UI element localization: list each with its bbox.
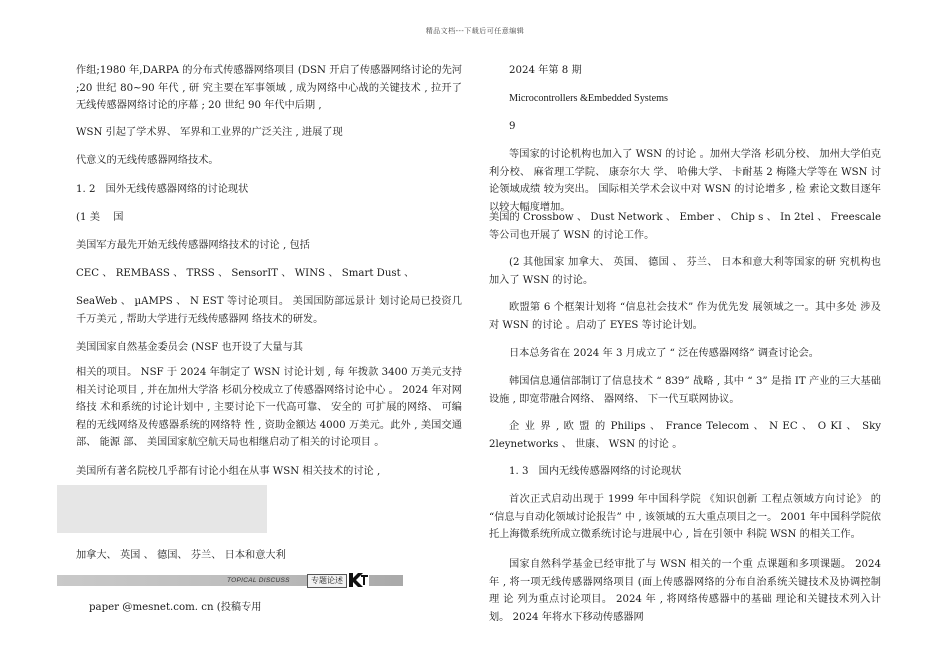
paragraph: 欧盟第 6 个框架计划将 “信息社会技术” 作为优先发 展领域之一。其中多处 涉及对 WSN 的讨论 。启动了 EYES 等讨论计划。	[489, 302, 881, 331]
paragraph: CEC 、 REMBASS 、 TRSS 、 SensorIT 、 WINS 、 Smart Dust 、	[76, 268, 415, 279]
page-number: 9	[509, 121, 516, 132]
paragraph: 美国军方最先开始无线传感器网络技术的讨论 , 包括	[76, 240, 310, 251]
paragraph: 加拿大、 英国 、 德国、 芬兰、 日本和意大利	[76, 550, 286, 561]
paragraph: 日本总务省在 2024 年 3 月成立了 “ 泛在传感器网络” 调查讨论会。	[509, 348, 819, 359]
paragraph: 企 业 界 , 欧 盟 的 Philips 、 France Telecom 、 N EC 、 O KI 、 Sky 2leynetworks 、 世康、 WSN 的讨论 。	[489, 421, 881, 450]
issue-label: 2024 年第 8 期	[509, 65, 582, 76]
paragraph: 美国国家自然基金委员会 (NSF 也开设了大量与其	[76, 342, 303, 353]
paragraph: 韩国信息通信部制订了信息技术 “ 839” 战略 , 其中 “ 3” 是指 IT 产业的三大基础设施 , 即宽带融合网络、 器网络、 下一代互联网协议。	[489, 376, 881, 405]
paragraph: 美国所有著名院校几乎都有讨论小组在从事 WSN 相关技术的讨论 ,	[76, 466, 381, 477]
sub-heading: (1 美 国	[76, 212, 124, 223]
banner-chinese-label: 专题论述	[307, 574, 347, 588]
paragraph: 相关的项目。 NSF 于 2024 年制定了 WSN 讨论计划 , 每 年拨款 3400 万美元支持相关讨论项目 , 并在加州大学洛 杉矶分校成立了传感器网络讨论中心 。 2024 年对网络技 术和系统的讨论计划中 , 主要讨论下一代高可靠、 安全的 可扩展的网络、 可编程的无线网络及传感器系统的网络特 性 , 资助金额达 4000 万美元。此外 , 美国交通部、 能源 部、 美国国家航空航天局也相继启动了相关的讨论项目 。	[76, 367, 462, 448]
section-heading: 1. 2 国外无线传感器网络的讨论现状	[76, 184, 249, 195]
paragraph: (2 其他国家 加拿大、 英国、 德国 、 芬兰、 日本和意大利等国家的研 究机构也加入了 WSN 的讨论。	[489, 257, 881, 286]
header-note: 精品文档---下载后可任意编辑	[425, 27, 525, 35]
paragraph: 代意义的无线传感器网络技术。	[76, 155, 219, 166]
paragraph: 美国的 Crossbow 、 Dust Network 、 Ember 、 Chip s 、 In 2tel 、 Freescale 等公司也开展了 WSN 的讨论工作。	[489, 212, 881, 241]
image-placeholder	[57, 485, 267, 533]
submission-email: paper @mesnet.com. cn (投稿专用	[89, 602, 262, 613]
journal-name: Microcontrollers &Embedded Systems	[509, 93, 669, 104]
banner-english-label: TOPICAL DISCUSS	[227, 577, 290, 584]
paragraph: SeaWeb 、 µAMPS 、 N EST 等讨论项目。 美国国防部远景计 划讨论局已投资几千万美元 , 帮助大学进行无线传感器网 络技术的研发。	[76, 296, 462, 325]
topical-discuss-banner	[57, 575, 403, 586]
paragraph: 作组;1980 年,DARPA 的分布式传感器网络项目 (DSN 开启了传感器网络讨论的先河 ;20 世纪 80~90 年代 , 研 究主要在军事领域 , 成为网络中心战的关键技术 , 拉开了 无线传感器网络讨论的序幕 ; 20 世纪 90 年代中后期 ,	[76, 65, 462, 111]
paragraph: 等国家的讨论机构也加入了 WSN 的讨论 。加州大学洛 杉矶分校、 加州大学伯克利分校、 麻省理工学院、 康奈尔大 学、 哈佛大学、 卡耐基 2 梅隆大学等在 WSN 讨论领域成绩 较为突出。 国际相关学术会议中对 WSN 的讨论增多 , 检 索论文数目逐年以较大幅度增加。	[489, 149, 881, 213]
paragraph: 首次正式启动出现于 1999 年中国科学院 《知识创新 工程点领域方向讨论》 的 “信息与自动化领域讨论报告” 中 , 该领域的五大重点项目之一。 2001 年中国科学院依 托上海微系统所成立微系统讨论与进展中心 , 旨在引领中 科院 WSN 的相关工作。	[489, 494, 881, 540]
section-heading: 1. 3 国内无线传感器网络的讨论现状	[509, 466, 682, 477]
paragraph: WSN 引起了学术界、 军界和工业界的广泛关注 , 进展了现	[76, 127, 343, 138]
paragraph: 国家自然科学基金已经审批了与 WSN 相关的一个重 点课题和多项课题。 2024 年 , 将一项无线传感器网络项目 (面上传感器网络的分布自治系统关键技术及协调控制理 论 列为重点讨论项目。 2024 年 , 将网络传感器中的基础 理论和关键技术列入计划。 2024 年将水下移动传感器网	[489, 559, 881, 623]
journal-logo-icon	[347, 571, 369, 589]
